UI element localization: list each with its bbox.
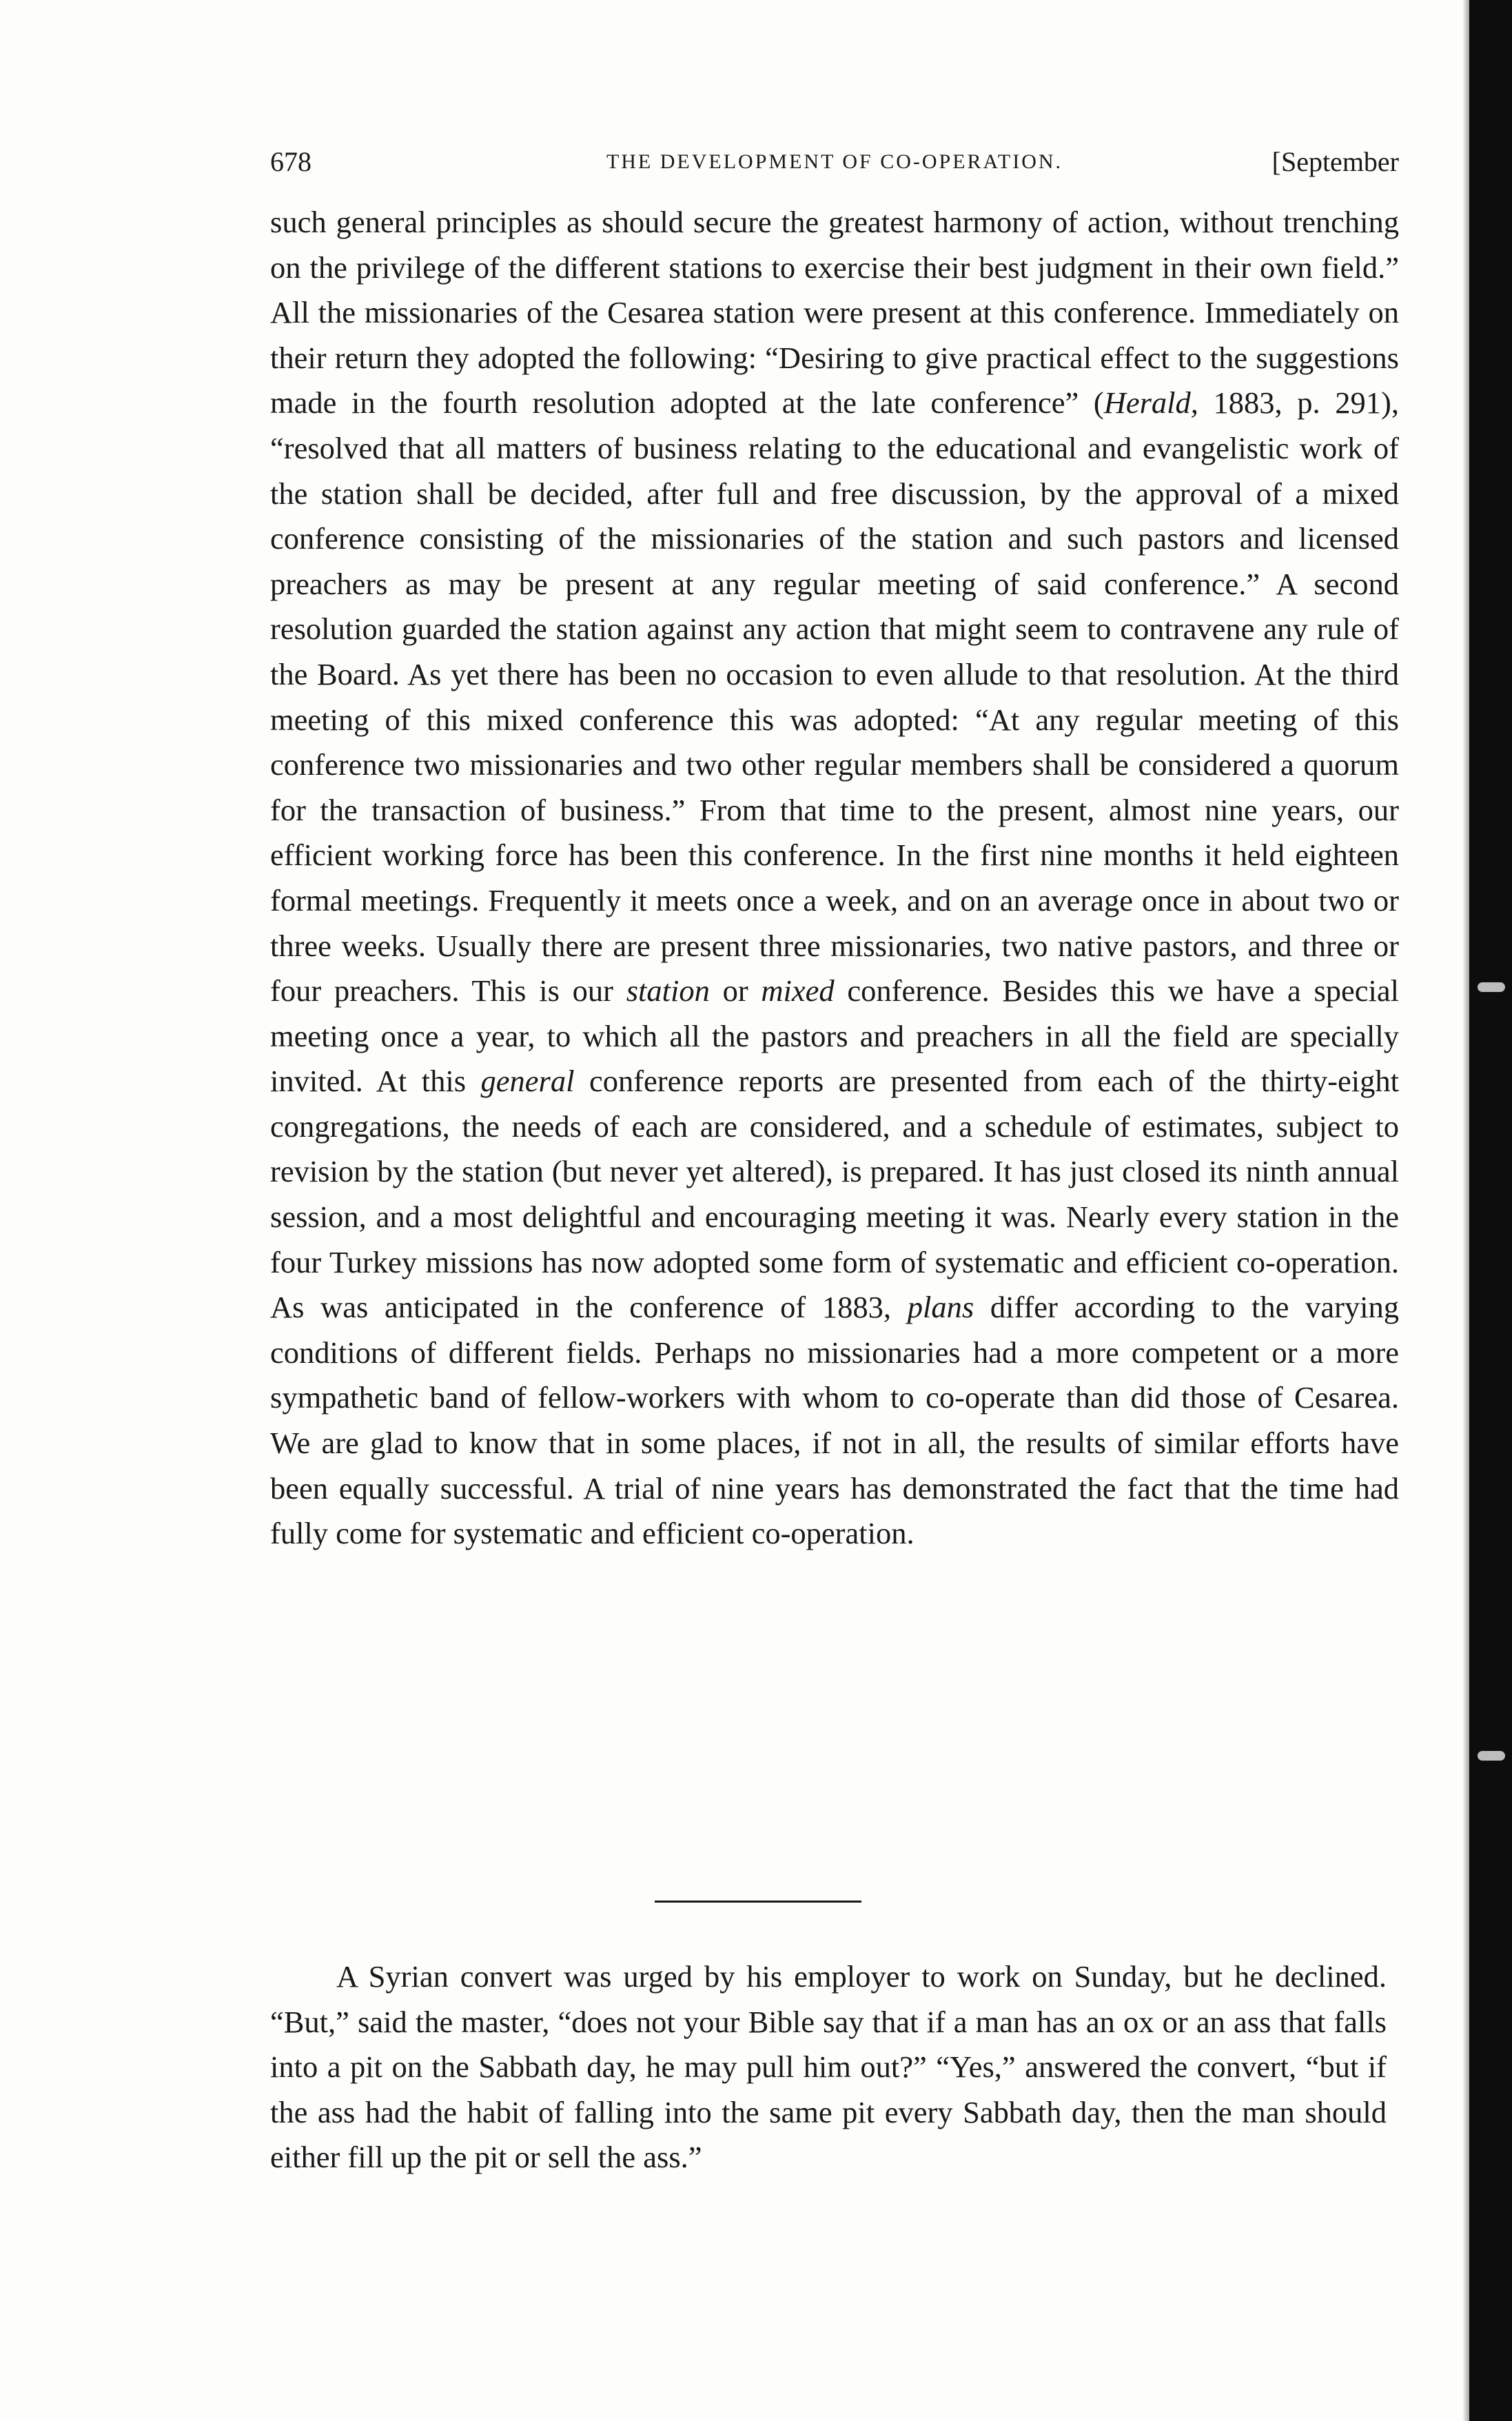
scan-mark xyxy=(1478,1751,1505,1761)
paragraph-text: conference. Besides this we have a special meeting once a year, to which all the pastors and preachers in all the field are specially invited. At this xyxy=(270,973,1399,1099)
italic-term: plans xyxy=(907,1290,974,1325)
paragraph-text: or xyxy=(709,973,762,1009)
paragraph-text: such general principles as should secure the greatest harmony of action, without trenching on the privilege of the different stations to exercise their best judgment in their own field.” All the missionaries of the Cesarea station were present at this conference. Immediately on their return they adopted the following: “Desiring to give practical effect to the suggestions made in the fourth resolution adopted at the late conference” ( xyxy=(270,205,1399,421)
page-number: 678 xyxy=(270,146,311,177)
italic-citation: Herald, xyxy=(1103,385,1198,421)
paragraph-text: conference reports are presented from each of the thirty-eight congregations, the needs of each are considered, and a schedule of estimates, subject to revision by the station (but never yet altered), is prepared. It has just closed its ninth annual session, and a most delightful and encouraging meeting it was. Nearly every station in the four Turkey missions has now adopted some form of systematic and efficient co-operation. As was anticipated in the conference of 1883, xyxy=(270,1064,1399,1325)
running-month: [September xyxy=(1271,146,1399,177)
running-title: THE DEVELOPMENT OF CO-OPERATION. xyxy=(606,150,1063,173)
running-header xyxy=(270,141,1399,183)
spine-shadow xyxy=(1462,0,1469,2421)
main-paragraph xyxy=(270,200,1399,1557)
italic-term: station xyxy=(626,973,710,1009)
italic-term: mixed xyxy=(761,973,835,1009)
italic-term: general xyxy=(480,1064,575,1099)
scan-mark xyxy=(1478,982,1505,992)
paragraph-text: 1883, p. 291), “resolved that all matters of business relating to the educational and evangelistic work of the station shall be decided, after full and free discussion, by the approval of a mixed conference consisting of the missionaries of the station and such pastors and licensed preachers as may be present at any regular meeting of said conference.” A second resolution guarded the station against any action that might seem to contravene any rule of the Board. As yet there has been no occasion to even allude to that resolution. At the third meeting of this mixed conference this was adopted: “At any regular meeting of this conference two missionaries and two other regular members shall be considered a quorum for the transaction of business.” From that time to the present, almost nine years, our efficient working force has been this conference. In the first nine months it held eighteen formal meetings. Frequently it meets once a week, and on an average once in about two or three weeks. Usually there are present three missionaries, two native pastors, and three or four preachers. This is our xyxy=(270,385,1399,1009)
anecdote-paragraph: A Syrian convert was urged by his employer to work on Sunday, but he declined. “But,” said the master, “does not your Bible say that if a man has an ox or an ass that falls into a pit on the Sabbath day, he may pull him out?” “Yes,” answered the convert, “but if the ass had the habit of falling into the same pit every Sabbath day, then the man should either fill up the pit or sell the ass.” xyxy=(270,1959,1387,2175)
section-divider xyxy=(655,1901,861,1903)
book-spine xyxy=(1469,0,1512,2421)
paragraph-text: differ according to the varying conditions of different fields. Perhaps no missionaries had a more competent or a more sympathetic band of fellow-workers with whom to co-operate than did those of Cesarea. We are glad to know that in some places, if not in all, the results of similar efforts have been equally successful. A trial of nine years has demonstrated the fact that the time had fully come for systematic and efficient co-operation. xyxy=(270,1290,1399,1551)
